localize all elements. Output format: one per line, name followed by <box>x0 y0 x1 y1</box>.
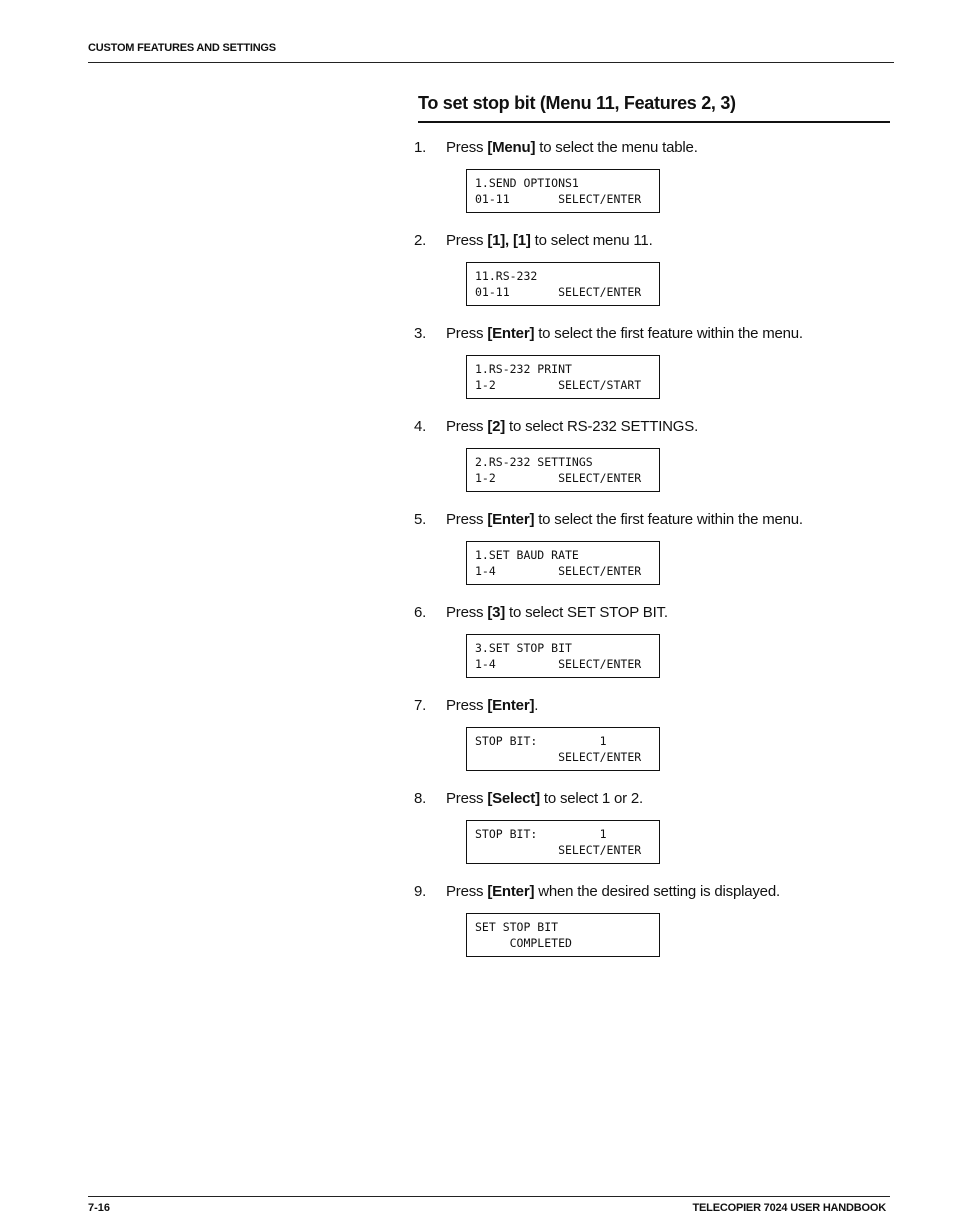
step-instruction <box>414 232 653 249</box>
lcd-display <box>466 355 660 399</box>
lcd-line-1: 1.SET BAUD RATE <box>475 548 579 562</box>
step-instruction <box>414 418 698 435</box>
step-text-before: Press <box>446 604 488 621</box>
step-text-after: to select SET STOP BIT. <box>505 604 668 621</box>
step-text-before: Press <box>446 325 488 342</box>
step-instruction <box>414 883 780 900</box>
lcd-display <box>466 820 660 864</box>
lcd-line-1: 11.RS-232 <box>475 269 538 283</box>
step-number: 4. <box>414 418 427 435</box>
book-title: TELECOPIER 7024 USER HANDBOOK <box>692 1202 886 1214</box>
lcd-line-1: 2.RS-232 SETTINGS <box>475 455 593 469</box>
lcd-line-2: 01-11 SELECT/ENTER <box>475 192 642 206</box>
step-text-before: Press <box>446 511 488 528</box>
step-item <box>414 139 894 232</box>
step-number: 9. <box>414 883 427 900</box>
step-key: [1], [1] <box>487 232 531 249</box>
lcd-line-2: SELECT/ENTER <box>475 843 642 857</box>
lcd-display <box>466 541 660 585</box>
step-text-before: Press <box>446 139 488 156</box>
step-list <box>414 139 894 976</box>
lcd-line-2: 01-11 SELECT/ENTER <box>475 285 642 299</box>
title-divider <box>418 121 890 123</box>
lcd-line-2: SELECT/ENTER <box>475 750 642 764</box>
step-text-before: Press <box>446 418 488 435</box>
step-text-after: to select the menu table. <box>535 139 698 156</box>
lcd-line-2: 1-2 SELECT/START <box>475 378 642 392</box>
lcd-display <box>466 169 660 213</box>
step-item <box>414 232 894 325</box>
lcd-display <box>466 913 660 957</box>
step-instruction <box>414 325 803 342</box>
lcd-line-2: COMPLETED <box>475 936 572 950</box>
step-number: 1. <box>414 139 427 156</box>
step-item <box>414 325 894 418</box>
running-header: CUSTOM FEATURES AND SETTINGS <box>88 42 276 54</box>
step-key: [Enter] <box>487 697 535 714</box>
step-text-after: to select RS-232 SETTINGS. <box>505 418 699 435</box>
step-key: [2] <box>487 418 506 435</box>
step-instruction <box>414 604 668 621</box>
lcd-line-1: 1.SEND OPTIONS1 <box>475 176 579 190</box>
lcd-display <box>466 448 660 492</box>
step-text-after: to select the first feature within the menu. <box>534 511 803 528</box>
step-item <box>414 418 894 511</box>
step-key: [3] <box>487 604 506 621</box>
step-key: [Select] <box>487 790 540 807</box>
step-key: [Menu] <box>487 139 536 156</box>
step-number: 5. <box>414 511 427 528</box>
lcd-line-1: SET STOP BIT <box>475 920 559 934</box>
step-instruction <box>414 511 803 528</box>
lcd-line-1: STOP BIT: 1 <box>475 827 607 841</box>
step-key: [Enter] <box>487 511 535 528</box>
lcd-line-1: 3.SET STOP BIT <box>475 641 572 655</box>
step-instruction <box>414 139 698 156</box>
lcd-line-2: 1-4 SELECT/ENTER <box>475 657 642 671</box>
footer-divider <box>88 1196 890 1197</box>
step-number: 8. <box>414 790 427 807</box>
lcd-line-1: 1.RS-232 PRINT <box>475 362 572 376</box>
step-key: [Enter] <box>487 325 535 342</box>
lcd-display <box>466 634 660 678</box>
lcd-line-1: STOP BIT: 1 <box>475 734 607 748</box>
step-item <box>414 697 894 790</box>
step-text-after: to select 1 or 2. <box>539 790 644 807</box>
step-instruction <box>414 790 643 807</box>
step-text-before: Press <box>446 790 488 807</box>
lcd-line-2: 1-4 SELECT/ENTER <box>475 564 642 578</box>
step-text-before: Press <box>446 232 488 249</box>
lcd-display <box>466 262 660 306</box>
step-item <box>414 883 894 976</box>
step-number: 6. <box>414 604 427 621</box>
step-number: 2. <box>414 232 427 249</box>
page-title: To set stop bit (Menu 11, Features 2, 3) <box>418 93 736 113</box>
lcd-line-2: 1-2 SELECT/ENTER <box>475 471 642 485</box>
step-text-after: to select menu 11. <box>530 232 653 249</box>
page-number: 7-16 <box>88 1202 111 1214</box>
lcd-display <box>466 727 660 771</box>
step-text-after: . <box>534 697 539 714</box>
step-number: 7. <box>414 697 427 714</box>
header-divider <box>88 62 894 63</box>
step-item <box>414 790 894 883</box>
step-key: [Enter] <box>487 883 535 900</box>
step-item <box>414 511 894 604</box>
step-number: 3. <box>414 325 427 342</box>
step-item <box>414 604 894 697</box>
step-text-before: Press <box>446 697 488 714</box>
step-text-before: Press <box>446 883 488 900</box>
step-instruction <box>414 697 538 714</box>
step-text-after: to select the first feature within the menu. <box>534 325 803 342</box>
step-text-after: when the desired setting is displayed. <box>534 883 780 900</box>
